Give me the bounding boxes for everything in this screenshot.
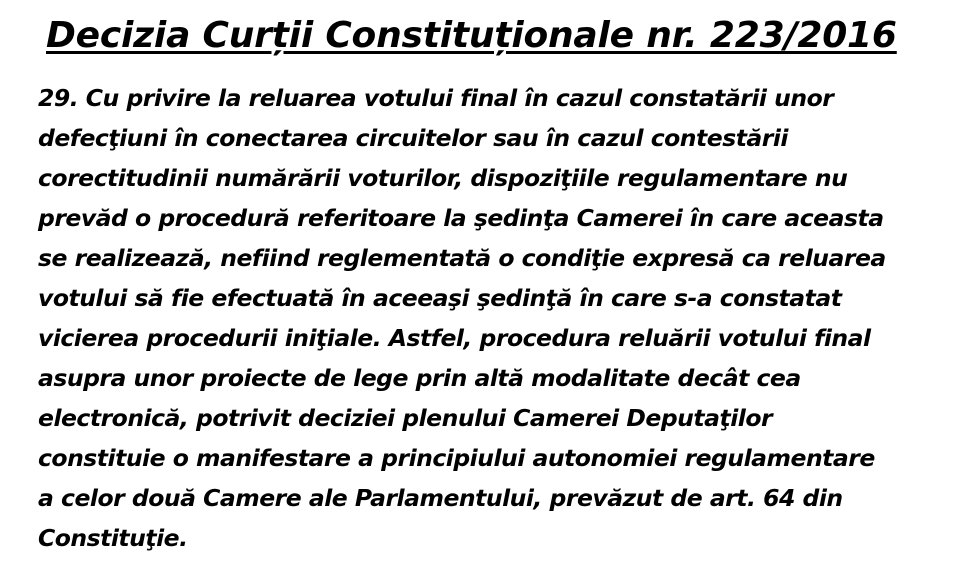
paragraph-line: Constituţie. (38, 524, 188, 552)
paragraph-line: electronică, potrivit deciziei plenului Camerei Deputaţilor (38, 404, 773, 432)
paragraph-line: votului să fie efectuată în aceeaşi şedinţă în care s-a constatat (38, 284, 842, 312)
paragraph-line: prevăd o procedură referitoare la şedinţa Camerei în care aceasta (38, 204, 884, 232)
paragraph-line: defecţiuni în conectarea circuitelor sau în cazul contestării (38, 124, 788, 152)
paragraph-line: a celor două Camere ale Parlamentului, prevăzut de art. 64 din (38, 484, 843, 512)
decision-paragraph (38, 78, 968, 558)
paragraph-line: se realizează, nefiind reglementată o condiţie expresă ca reluarea (38, 244, 886, 272)
document-title: Decizia Curții Constituționale nr. 223/2016 (46, 15, 897, 56)
paragraph-line: vicierea procedurii iniţiale. Astfel, procedura reluării votului final (38, 324, 871, 352)
paragraph-line: corectitudinii numărării voturilor, dispoziţiile regulamentare nu (38, 164, 848, 192)
paragraph-line: asupra unor proiecte de lege prin altă modalitate decât cea (38, 364, 801, 392)
paragraph-line: 29. Cu privire la reluarea votului final în cazul constatării unor (38, 84, 834, 112)
paragraph-line: constituie o manifestare a principiului autonomiei regulamentare (38, 444, 875, 472)
